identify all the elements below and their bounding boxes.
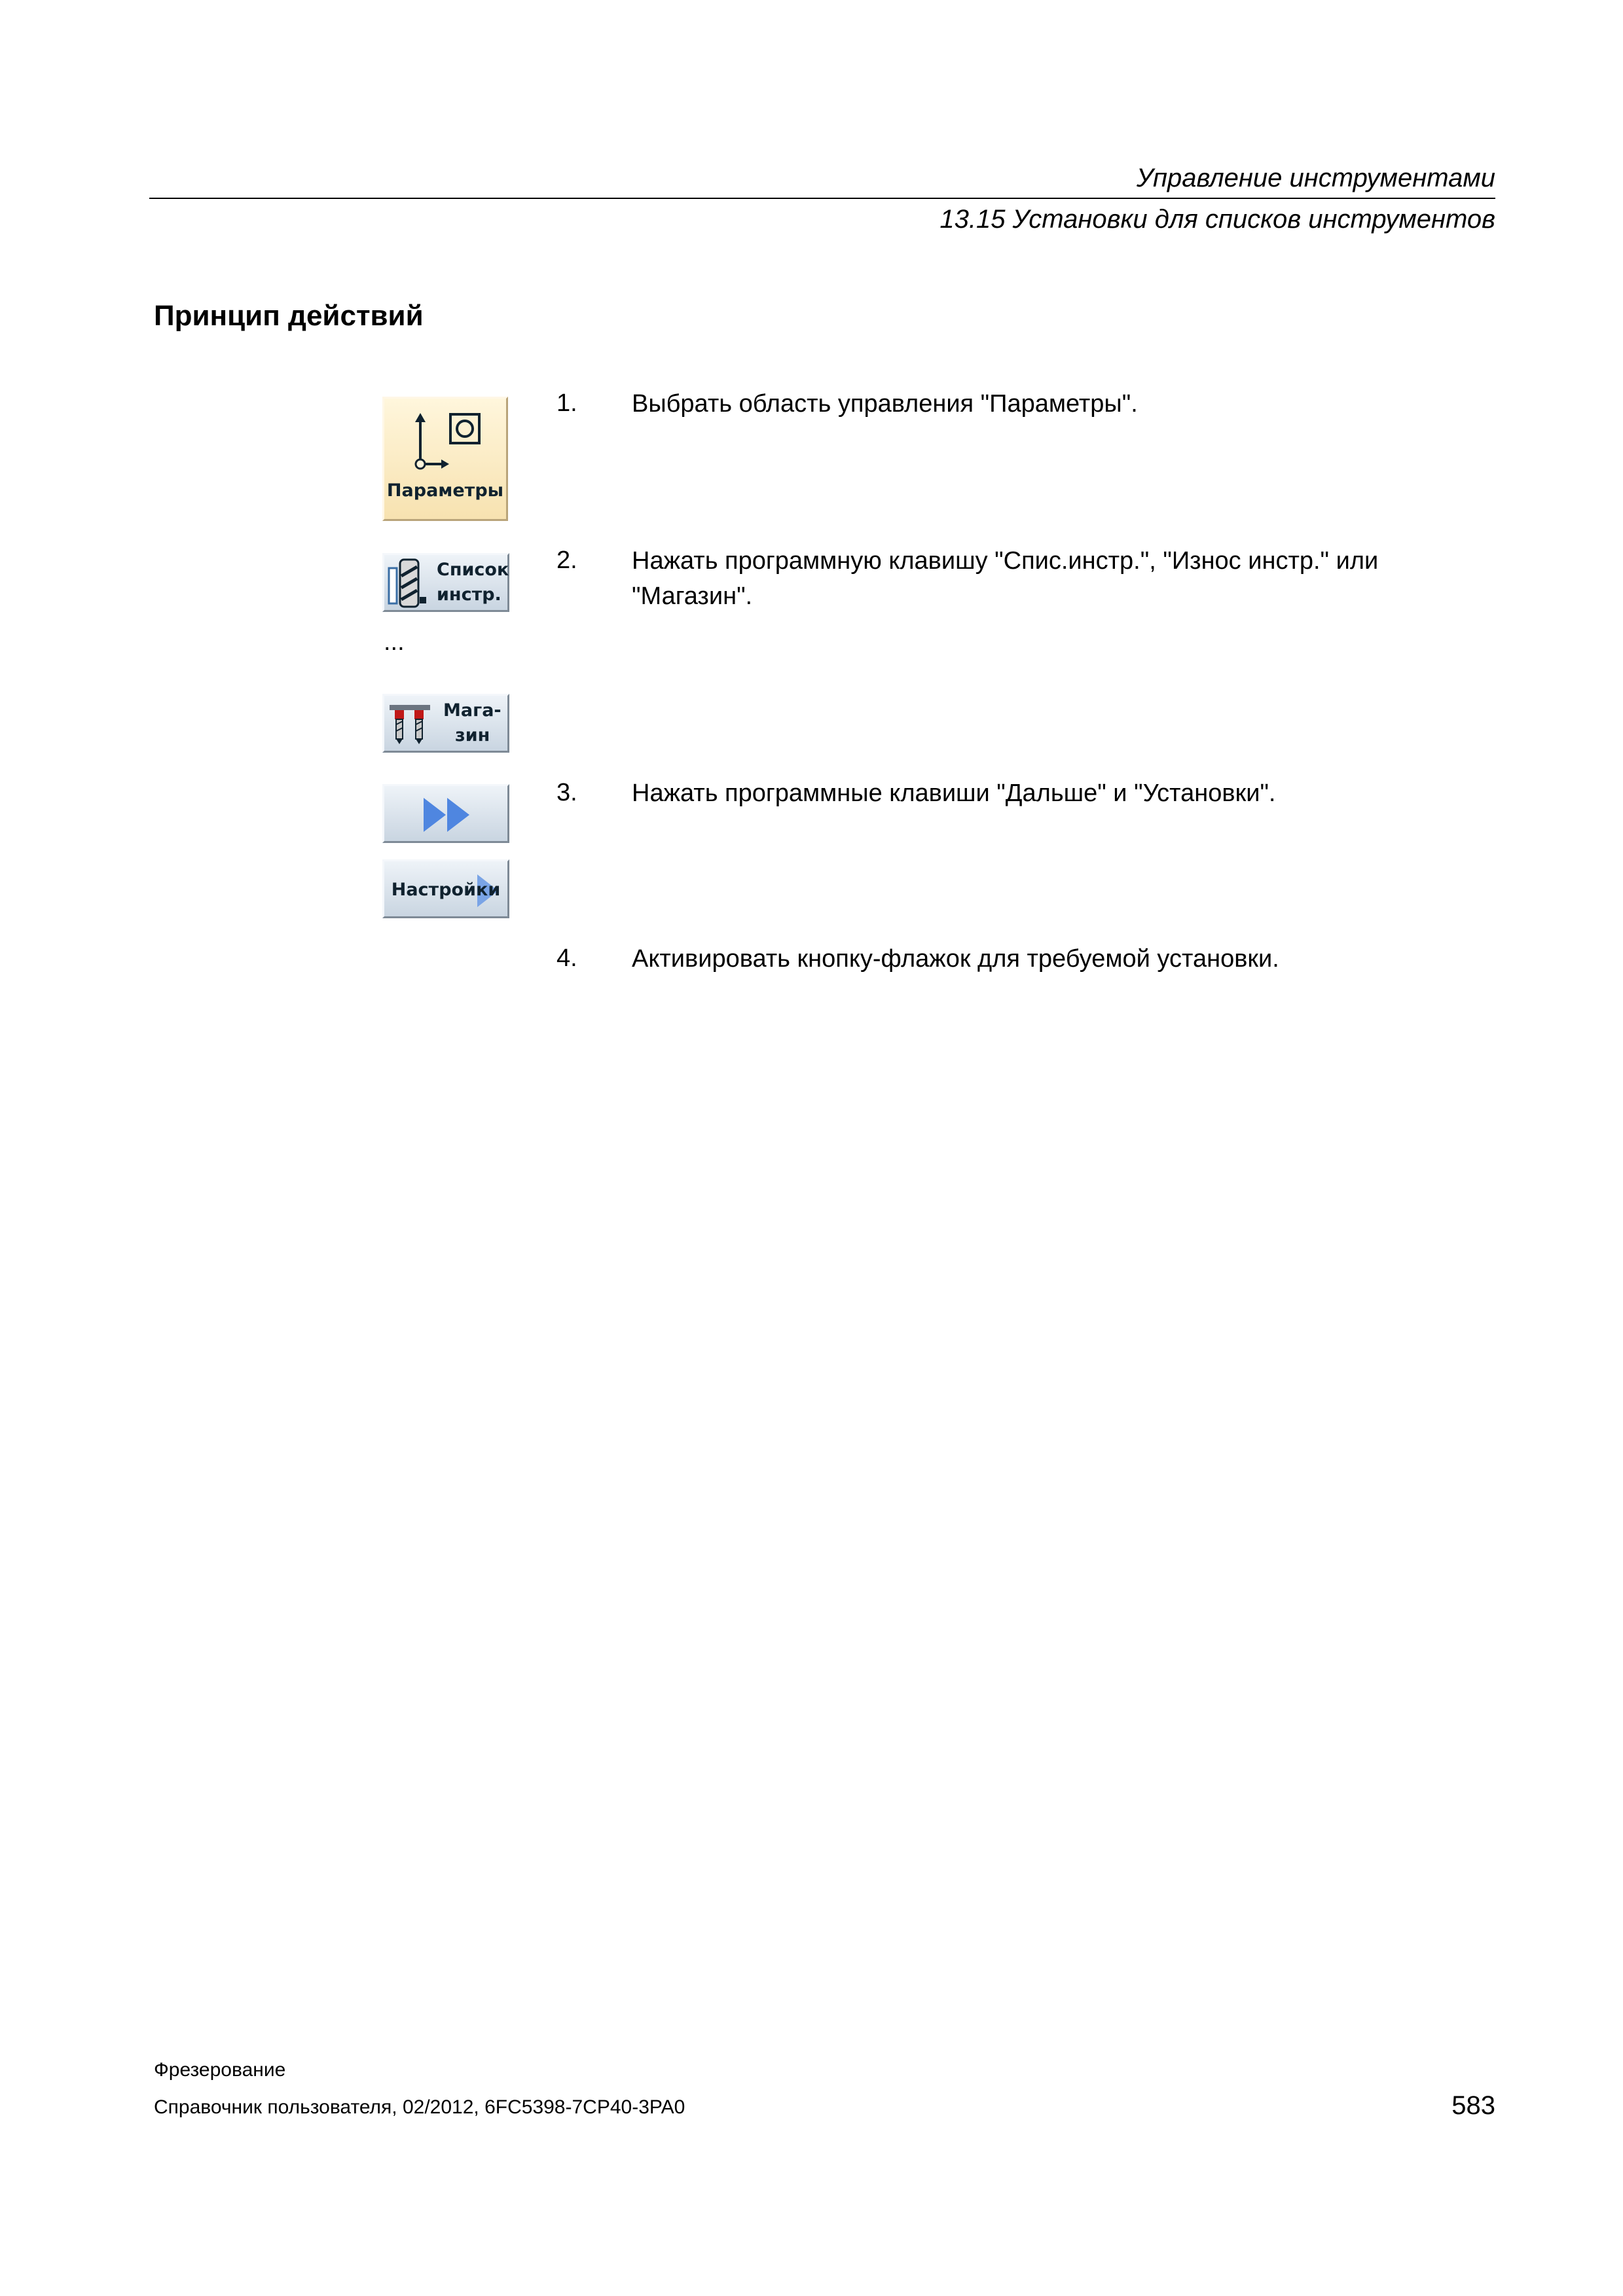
next-softkey[interactable] (382, 784, 509, 843)
settings-label: Настройки (391, 880, 501, 900)
footer-manual-info: Справочник пользователя, 02/2012, 6FC5398-7CP40-3PA0 (154, 2096, 685, 2118)
tool-list-softkey[interactable] (382, 553, 509, 612)
double-chevron-right-icon (421, 795, 473, 834)
footer-product: Фрезерование (154, 2059, 286, 2081)
ellipsis: ... (384, 628, 405, 656)
settings-softkey[interactable] (382, 859, 509, 918)
section-heading: Принцип действий (154, 300, 424, 332)
step-3-number: 3. (556, 779, 577, 806)
magazine-label-line2: зин (455, 725, 490, 745)
page-number: 583 (1451, 2091, 1495, 2120)
step-1-text: Выбрать область управления "Параметры". (632, 390, 1138, 418)
parameters-axes-icon (406, 406, 484, 478)
step-2-text: Нажать программную клавишу "Спис.инстр.", "Износ инстр." или "Магазин". (632, 547, 1379, 610)
step-4-number: 4. (556, 944, 577, 972)
drill-tool-icon (387, 558, 429, 609)
running-header-chapter: Управление инструментами (1136, 164, 1495, 192)
running-header-section: 13.15 Установки для списков инструментов (939, 205, 1495, 234)
parameters-label: Параметры (386, 480, 504, 501)
step-1-number: 1. (556, 389, 577, 417)
magazine-icon (388, 701, 434, 748)
header-divider (149, 198, 1495, 199)
tool-list-label-line1: Список (437, 560, 509, 580)
step-4-text: Активировать кнопку-флажок для требуемой установки. (632, 945, 1279, 973)
step-3-text: Нажать программные клавиши "Дальше" и "Установки". (632, 780, 1276, 807)
parameters-area-button[interactable] (382, 397, 508, 521)
tool-list-label-line2: инстр. (437, 584, 501, 605)
step-2-number: 2. (556, 547, 577, 574)
magazine-softkey[interactable] (382, 694, 509, 753)
magazine-label-line1: Мага- (443, 700, 501, 721)
